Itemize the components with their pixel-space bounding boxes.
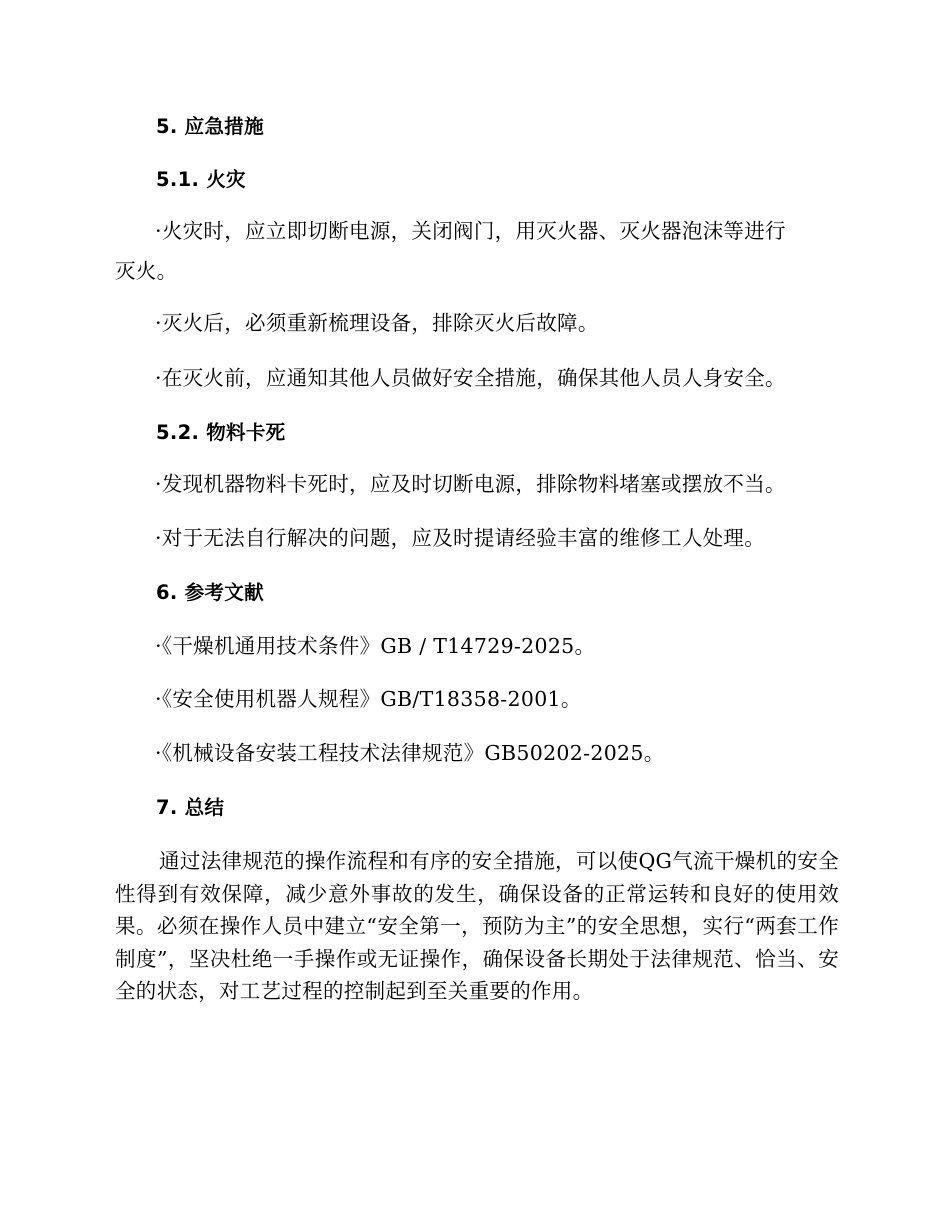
summary-paragraph: 通过法律规范的操作流程和有序的安全措施，可以使QG气流干燥机的安全性得到有效保障，减少意外事故的发生，确保设备的正常运转和良好的使用效果。必须在操作人员中建立“安全第一，预防为主”的安全思想，实行“两套工作制度”，坚决杜绝一手操作或无证操作，确保设备长期处于法律规范、恰当、安全的状态，对工艺过程的控制起到至关重要的作用。 xyxy=(115,849,839,1003)
jam-item-1: ·发现机器物料卡死时，应及时切断电源，排除物料堵塞或摆放不当。 xyxy=(155,472,786,496)
fire-item-1-continued: 灭火。 xyxy=(115,259,178,283)
section-6-heading: 6. 参考文献 xyxy=(156,581,264,604)
reference-item-2: ·《安全使用机器人规程》GB/T18358-2001。 xyxy=(155,687,582,711)
section-5-heading: 5. 应急措施 xyxy=(156,115,264,138)
fire-item-2: ·灭火后，必须重新梳理设备，排除灭火后故障。 xyxy=(155,311,599,335)
section-5-1-heading: 5.1. 火灾 xyxy=(156,168,246,191)
section-7-heading: 7. 总结 xyxy=(156,796,225,819)
reference-item-3: ·《机械设备安装工程技术法律规范》GB50202-2025。 xyxy=(155,741,665,765)
fire-item-1: ·火灾时，应立即切断电源，关闭阀门，用灭火器、灭火器泡沫等进行 xyxy=(155,219,786,243)
jam-item-2: ·对于无法自行解决的问题，应及时提请经验丰富的维修工人处理。 xyxy=(155,526,766,550)
fire-item-3: ·在灭火前，应通知其他人员做好安全措施，确保其他人员人身安全。 xyxy=(155,366,786,390)
reference-item-1: ·《干燥机通用技术条件》GB / T14729-2025。 xyxy=(155,634,596,658)
section-5-2-heading: 5.2. 物料卡死 xyxy=(156,421,286,444)
